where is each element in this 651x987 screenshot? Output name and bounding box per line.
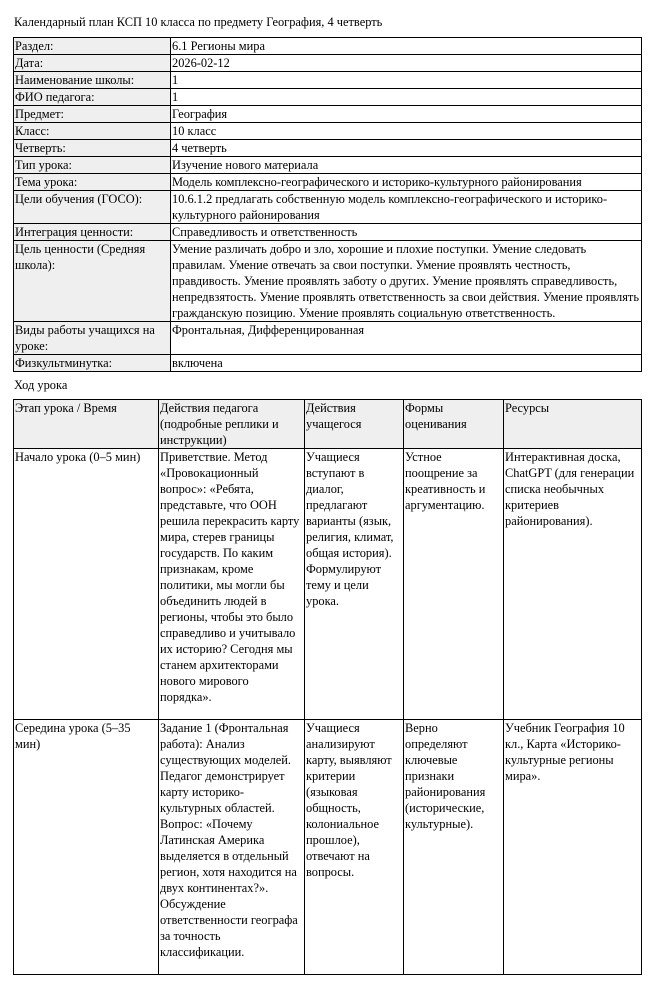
lesson-flow-row [14,720,642,975]
info-value: 4 четверть [171,140,642,157]
info-value: Умение различать добро и зло, хорошие и плохие поступки. Умение следовать правилам. Умение отвечать за свои поступки. Умение проявлять честность, правдивость. Умение проявлять заботу о других. Умение проявлять справедливость, непредвзятость. Умение проявлять ответственность за свои действия. Умение проявлять гражданскую позицию. Умение проявлять социальную ответственность. [171,241,642,322]
info-row [14,89,642,106]
header-teacher-actions: Действия педагога (подробные реплики и инструкции) [159,400,305,449]
assessment-cell: Устное поощрение за креативность и аргументацию. [404,449,504,720]
header-student-actions: Действия учащегося [305,400,404,449]
info-value: Модель комплексно-географического и историко-культурного районирования [171,174,642,191]
student-actions-cell: Учащиеся анализируют карту, выявляют критерии (языковая общность, колониальное прошлое), отвечают на вопросы. [305,720,404,975]
info-label: Предмет: [14,106,171,123]
info-label: Интеграция ценности: [14,224,171,241]
info-row [14,157,642,174]
assessment-cell: Верно определяют ключевые признаки районирования (исторические, культурные). [404,720,504,975]
info-row [14,191,642,224]
info-label: Раздел: [14,38,171,55]
info-row [14,241,642,322]
lesson-flow-header-row [14,400,642,449]
info-value: 1 [171,72,642,89]
info-label: Тема урока: [14,174,171,191]
info-value: 2026-02-12 [171,55,642,72]
stage-cell: Начало урока (0–5 мин) [14,449,159,720]
info-label: Виды работы учащихся на уроке: [14,322,171,355]
teacher-actions-cell: Задание 1 (Фронтальная работа): Анализ существующих моделей. Педагог демонстрирует карту историко-культурных областей. Вопрос: «Почему Латинская Америка выделяется в отдельный регион, хотя находится на двух континентах?». Обсуждение ответственности географа за точность классификации. [159,720,305,975]
info-row [14,123,642,140]
info-value: 1 [171,89,642,106]
info-label: Наименование школы: [14,72,171,89]
header-stage: Этап урока / Время [14,400,159,449]
lesson-flow-row [14,449,642,720]
info-value: Справедливость и ответственность [171,224,642,241]
info-row [14,140,642,157]
info-row [14,174,642,191]
info-value: включена [171,355,642,372]
resources-cell: Интерактивная доска, ChatGPT (для генерации списка необычных критериев районирования). [504,449,642,720]
info-row [14,72,642,89]
resources-cell: Учебник География 10 кл., Карта «Историко-культурные регионы мира». [504,720,642,975]
info-label: Четверть: [14,140,171,157]
info-row [14,355,642,372]
info-value: География [171,106,642,123]
info-value: 10.6.1.2 предлагать собственную модель комплексно-географического и историко-культурного районирования [171,191,642,224]
info-label: Дата: [14,55,171,72]
lesson-flow-table [13,399,642,975]
header-resources: Ресурсы [504,400,642,449]
info-row [14,322,642,355]
info-row [14,224,642,241]
info-label: Класс: [14,123,171,140]
lesson-info-table [13,37,642,372]
info-value: Изучение нового материала [171,157,642,174]
student-actions-cell: Учащиеся вступают в диалог, предлагают варианты (язык, религия, климат, общая история). Формулируют тему и цели урока. [305,449,404,720]
info-label: ФИО педагога: [14,89,171,106]
lesson-flow-title: Ход урока [14,378,68,392]
info-label: Физкультминутка: [14,355,171,372]
info-value: Фронтальная, Дифференцированная [171,322,642,355]
header-assessment: Формы оценивания [404,400,504,449]
info-value: 10 класс [171,123,642,140]
document-title: Календарный план КСП 10 класса по предмету География, 4 четверть [14,15,383,29]
info-row [14,106,642,123]
info-row [14,55,642,72]
info-label: Цели обучения (ГОСО): [14,191,171,224]
info-label: Цель ценности (Средняя школа): [14,241,171,322]
teacher-actions-cell: Приветствие. Метод «Провокационный вопрос»: «Ребята, представьте, что ООН решила перекрасить карту мира, стерев границы государств. По каким признакам, кроме политики, мы могли бы объединить людей в регионы, чтобы это было справедливо и учитывало их историю? Сегодня мы станем архитекторами нового мирового порядка». [159,449,305,720]
info-row [14,38,642,55]
info-value: 6.1 Регионы мира [171,38,642,55]
info-label: Тип урока: [14,157,171,174]
stage-cell: Середина урока (5–35 мин) [14,720,159,975]
